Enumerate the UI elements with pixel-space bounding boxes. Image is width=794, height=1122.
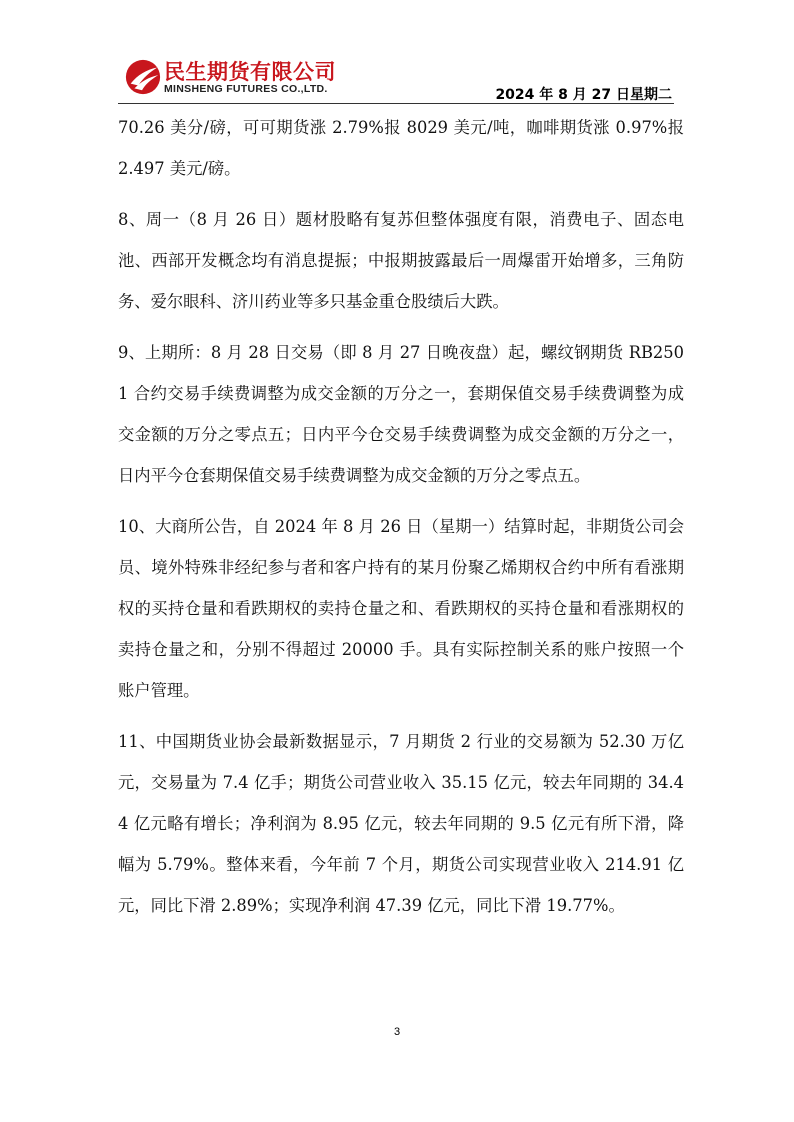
paragraph-commodity-prices: 70.26 美分/磅，可可期货涨 2.79%报 8029 美元/吨，咖啡期货涨 0.97%报 2.497 美元/磅。 bbox=[118, 118, 684, 178]
page-number: 3 bbox=[393, 1026, 401, 1038]
paragraph-item-10: 10、大商所公告，自 2024 年 8 月 26 日（星期一）结算时起，非期货公司会员、境外特殊非经纪参与者和客户持有的某月份聚乙烯期权合约中所有看涨期权的买持仓量和看跌期权的卖持仓量之和、看跌期权的买持仓量和看涨期权的卖持仓量之和，分别不得超过 20000 手。具有实际控制关系的账户按照一个账户管理。 bbox=[118, 517, 684, 700]
header-divider bbox=[118, 103, 674, 104]
paragraph-item-9: 9、上期所：8 月 28 日交易（即 8 月 27 日晚夜盘）起，螺纹钢期货 RB2501 合约交易手续费调整为成交金额的万分之一，套期保值交易手续费调整为成交金额的万分之零点五；日内平今仓交易手续费调整为成交金额的万分之一，日内平今仓套期保值交易手续费调整为成交金额的万分之零点五。 bbox=[118, 343, 684, 485]
page-header bbox=[0, 0, 794, 110]
logo-chinese-name: 民生期货有限公司 bbox=[164, 60, 336, 84]
document-body bbox=[118, 107, 684, 936]
paragraph-item-8: 8、周一（8 月 26 日）题材股略有复苏但整体强度有限，消费电子、固态电池、西部开发概念均有消息提振；中报期披露最后一周爆雷开始增多，三角防务、爱尔眼科、济川药业等多只基金重仓股绩后大跌。 bbox=[118, 210, 684, 311]
report-date: 2024 年 8 月 27 日星期二 bbox=[495, 87, 672, 103]
paragraph-item-11: 11、中国期货业协会最新数据显示，7 月期货 2 行业的交易额为 52.30 万亿元，交易量为 7.4 亿手；期货公司营业收入 35.15 亿元，较去年同期的 34.44 亿元略有增长；净利润为 8.95 亿元，较去年同期的 9.5 亿元有所下滑，降幅为 5.79%。整体来看，今年前 7 个月，期货公司实现营业收入 214.91 亿元，同比下滑 2.89%；实现净利润 47.39 亿元，同比下滑 19.77%。 bbox=[118, 732, 684, 915]
logo-english-name: MINSHENG FUTURES CO.,LTD. bbox=[164, 83, 328, 95]
minsheng-logo-icon bbox=[124, 58, 162, 96]
company-logo bbox=[124, 56, 364, 100]
